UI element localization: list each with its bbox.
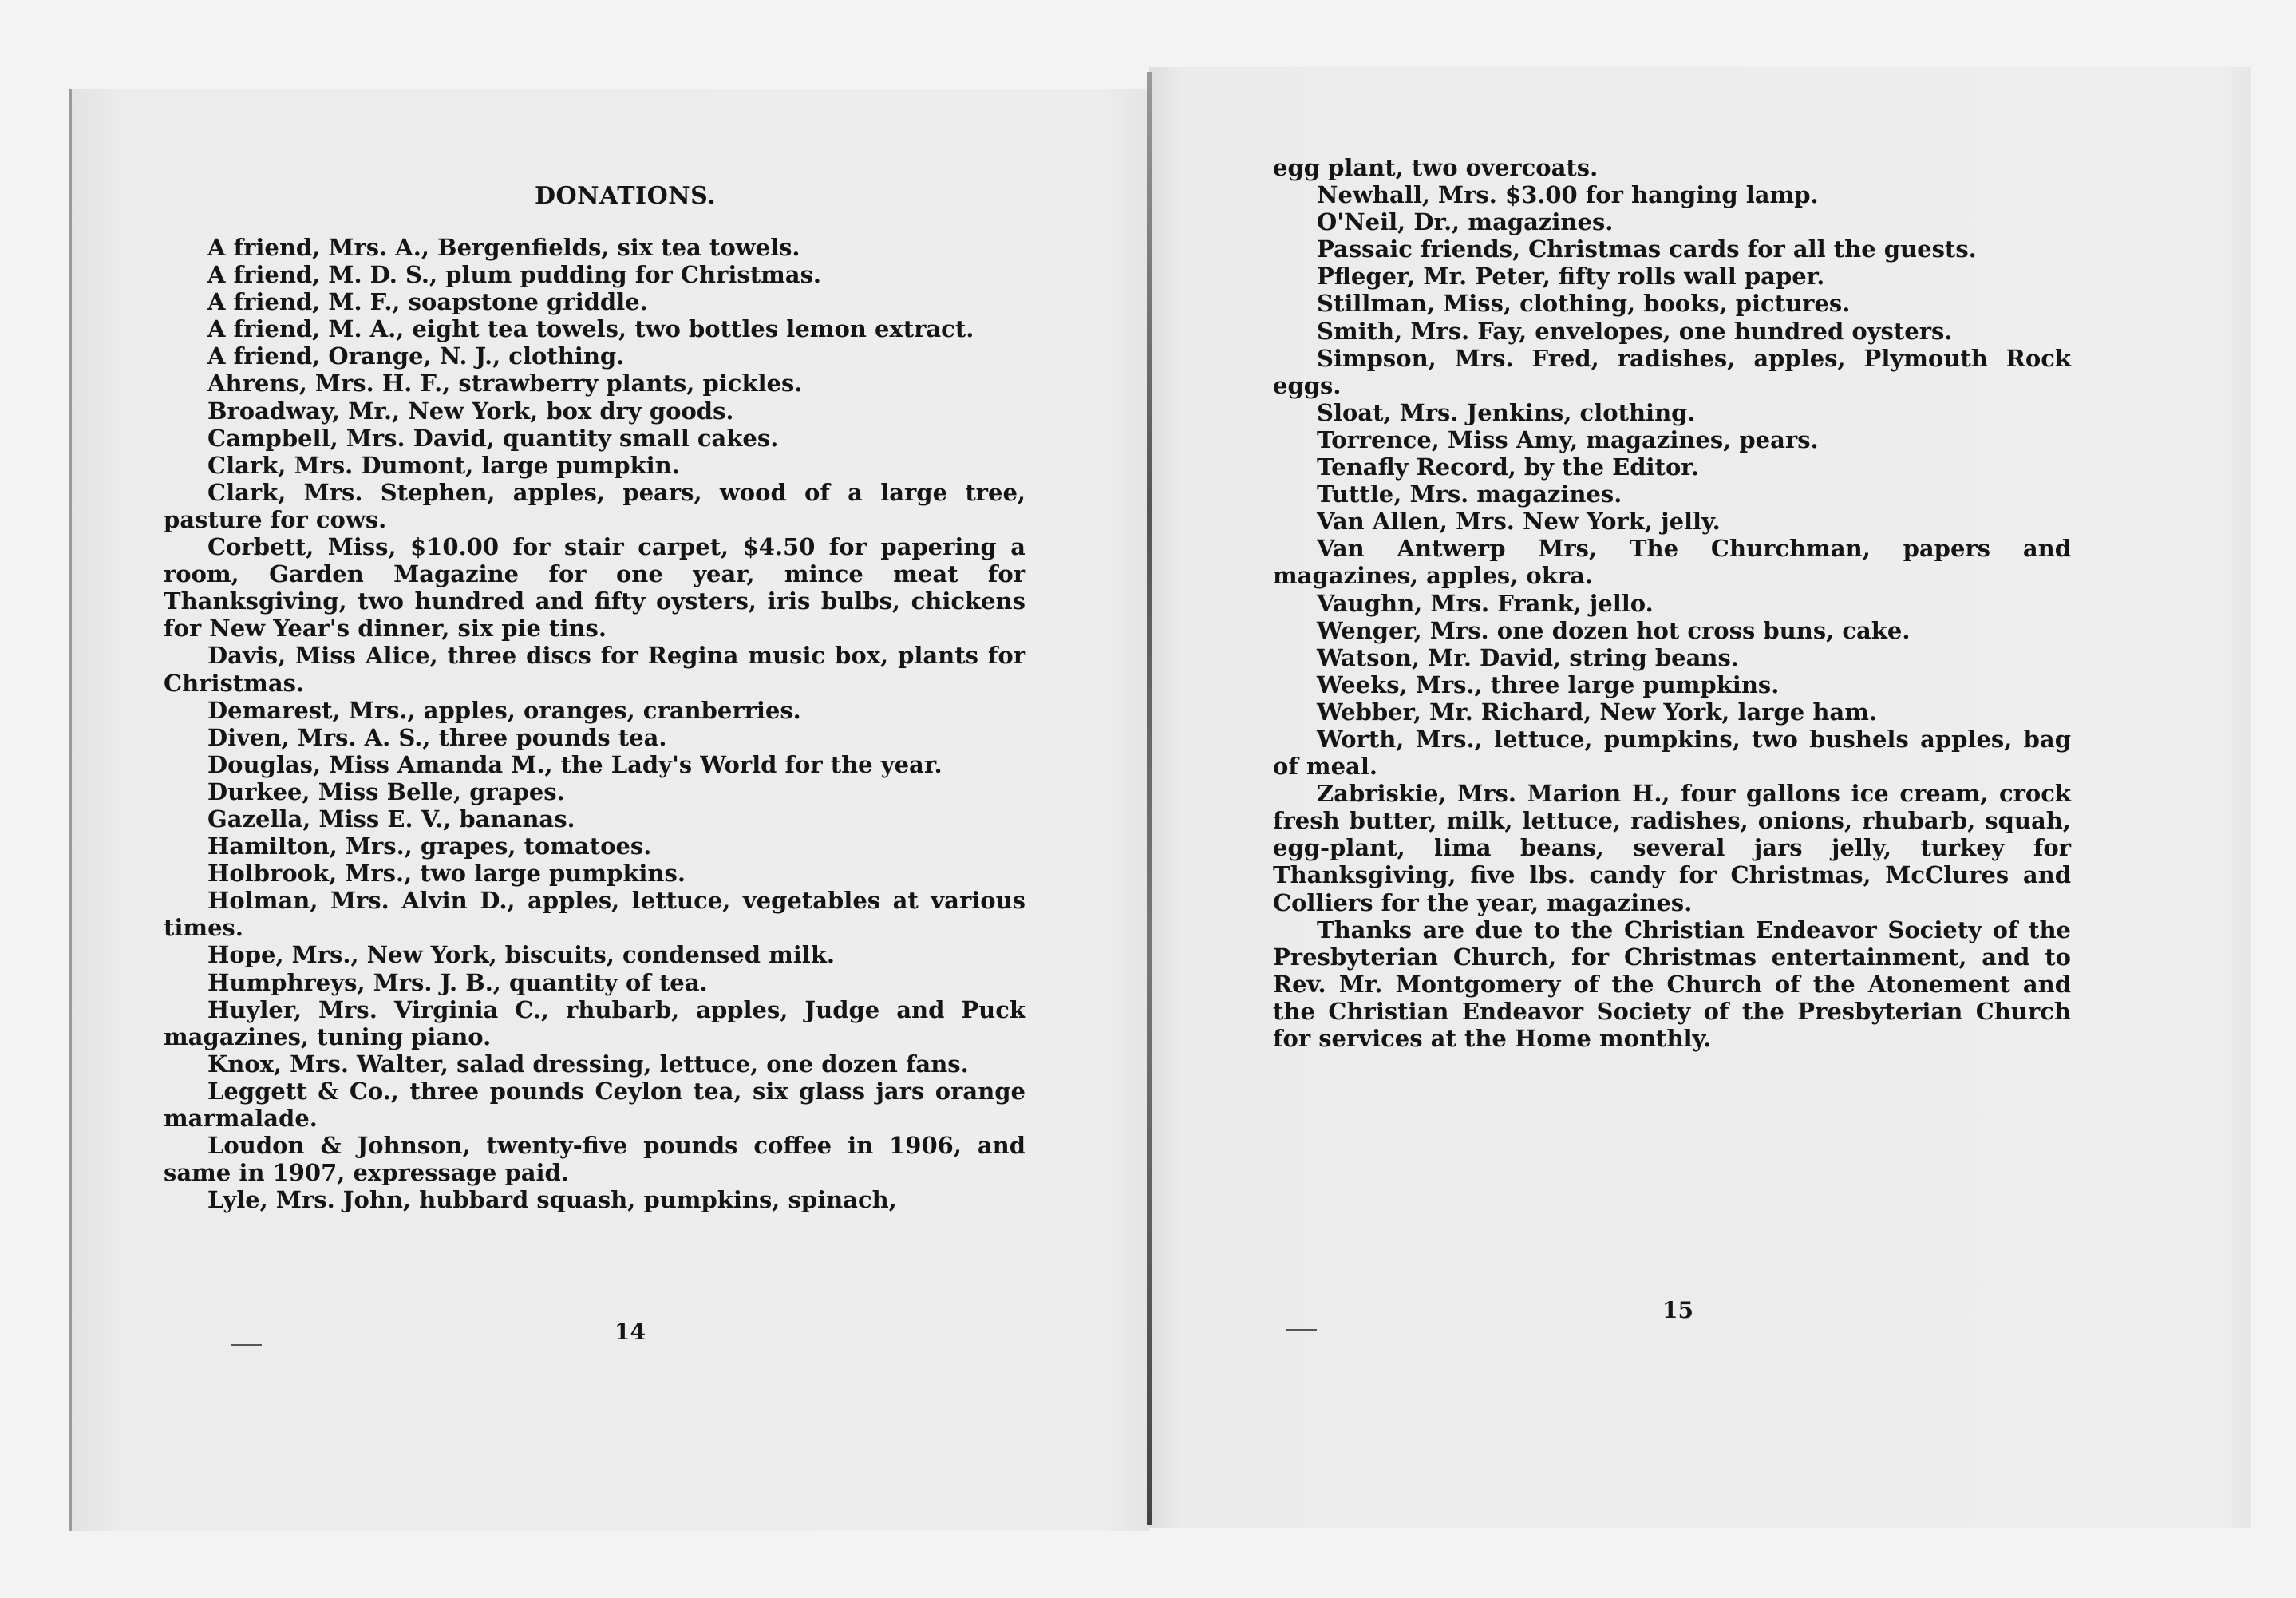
donation-entry: Simpson, Mrs. Fred, radishes, apples, Plymouth Rock eggs. xyxy=(1273,344,2071,399)
donation-entry: Torrence, Miss Amy, magazines, pears. xyxy=(1317,425,1819,453)
donation-entry: Diven, Mrs. A. S., three pounds tea. xyxy=(207,723,667,751)
donation-entry: Watson, Mr. David, string beans. xyxy=(1317,643,1739,671)
donation-entry: Tuttle, Mrs. magazines. xyxy=(1317,481,1622,508)
donation-entry: Webber, Mr. Richard, New York, large ham. xyxy=(1317,698,1878,726)
donation-entry: Hamilton, Mrs., grapes, tomatoes. xyxy=(207,833,652,860)
donation-entry: Ahrens, Mrs. H. F., strawberry plants, pickles. xyxy=(207,370,803,398)
donation-entry: Vaughn, Mrs. Frank, jello. xyxy=(1317,589,1654,617)
donation-entry: Newhall, Mrs. $3.00 for hanging lamp. xyxy=(1317,181,1819,209)
donation-entry: Clark, Mrs. Dumont, large pumpkin. xyxy=(207,451,680,479)
donation-entry: Worth, Mrs., lettuce, pumpkins, two bushels apples, bag of meal. xyxy=(1273,725,2071,781)
donation-entry: Durkee, Miss Belle, grapes. xyxy=(207,777,565,805)
donation-entry: Zabriskie, Mrs. Marion H., four gallons ice cream, crock fresh butter, milk, lettuce, radishes, onions, rhubarb, squah, egg-plant, lima beans, several jars jelly, turkey for Thanksgiving, five lbs. candy for Christmas, McClures and Colliers for the year, magazines. xyxy=(1273,780,2071,916)
donation-entry: Hope, Mrs., New York, biscuits, condensed milk. xyxy=(207,941,836,969)
donation-entry: Van Antwerp Mrs, The Churchman, papers and magazines, apples, okra. xyxy=(1273,535,2071,590)
donation-entry: Demarest, Mrs., apples, oranges, cranberries. xyxy=(207,696,801,724)
donation-entry: Campbell, Mrs. David, quantity small cakes. xyxy=(207,424,779,452)
donation-entry: Knox, Mrs. Walter, salad dressing, lettuce, one dozen fans. xyxy=(207,1050,969,1078)
donations-heading: DONATIONS. xyxy=(535,182,717,210)
donation-entry: O'Neil, Dr., magazines. xyxy=(1317,208,1614,236)
donation-entry: Van Allen, Mrs. New York, jelly. xyxy=(1317,508,1721,536)
donation-entry: Wenger, Mrs. one dozen hot cross buns, cake. xyxy=(1317,616,1911,644)
donation-entry: Holbrook, Mrs., two large pumpkins. xyxy=(207,860,686,888)
margin-mark xyxy=(231,1344,262,1346)
donation-entry: Douglas, Miss Amanda M., the Lady's World for the year. xyxy=(207,750,943,778)
donation-entry: Lyle, Mrs. John, hubbard squash, pumpkins, spinach, xyxy=(207,1186,897,1214)
donation-entry: Stillman, Miss, clothing, books, pictures. xyxy=(1317,290,1851,318)
right-page-text xyxy=(1273,154,2071,1052)
donation-entry: A friend, M. A., eight tea towels, two bottles lemon extract. xyxy=(207,315,974,343)
donation-entry: Loudon & Johnson, twenty-five pounds coffee in 1906, and same in 1907, expressage paid. xyxy=(164,1132,1025,1187)
donation-entry: A friend, Mrs. A., Bergenfields, six tea towels. xyxy=(207,234,800,261)
donation-entry: Tenafly Record, by the Editor. xyxy=(1317,453,1700,481)
donation-entry: Gazella, Miss E. V., bananas. xyxy=(207,805,575,833)
donation-entry: Broadway, Mr., New York, box dry goods. xyxy=(207,397,734,425)
margin-mark xyxy=(1286,1329,1317,1331)
donation-entry: Corbett, Miss, $10.00 for stair carpet, $4.50 for papering a room, Garden Magazine for one year, mince meat for Thanksgiving, two hundred and fifty oysters, iris bulbs, chickens for New Year's dinner, six pie tins. xyxy=(164,533,1025,643)
donation-entry: A friend, M. D. S., plum pudding for Christmas. xyxy=(207,261,821,289)
donation-entry: Thanks are due to the Christian Endeavor Society of the Presbyterian Church, for Christmas entertainment, and to Rev. Mr. Montgomery of the Church of the Atonement and the Christian Endeavor Society of the Presbyterian Church for services at the Home monthly. xyxy=(1273,916,2071,1052)
donation-entry: A friend, M. F., soapstone griddle. xyxy=(207,288,648,316)
left-page-text xyxy=(164,234,1025,1213)
donation-entry: Pfleger, Mr. Peter, fifty rolls wall paper. xyxy=(1317,263,1825,291)
page-number-right: 15 xyxy=(1662,1297,1693,1323)
donation-entry: Sloat, Mrs. Jenkins, clothing. xyxy=(1317,398,1696,426)
donation-entry: Huyler, Mrs. Virginia C., rhubarb, apples, Judge and Puck magazines, tuning piano. xyxy=(164,995,1025,1050)
donation-entry: Weeks, Mrs., three large pumpkins. xyxy=(1317,670,1780,698)
book-gutter xyxy=(1147,72,1152,1525)
donation-entry: egg plant, two overcoats. xyxy=(1273,154,1599,181)
page-number-left: 14 xyxy=(615,1319,646,1345)
donation-entry: Holman, Mrs. Alvin D., apples, lettuce, vegetables at various times. xyxy=(164,887,1025,942)
donation-entry: Davis, Miss Alice, three discs for Regina music box, plants for Christmas. xyxy=(164,642,1025,697)
donation-entry: A friend, Orange, N. J., clothing. xyxy=(207,342,625,370)
donation-entry: Humphreys, Mrs. J. B., quantity of tea. xyxy=(207,968,708,996)
donation-entry: Smith, Mrs. Fay, envelopes, one hundred oysters. xyxy=(1317,317,1953,345)
donation-entry: Leggett & Co., three pounds Ceylon tea, six glass jars orange marmalade. xyxy=(164,1077,1025,1132)
donation-entry: Clark, Mrs. Stephen, apples, pears, wood of a large tree, pasture for cows. xyxy=(164,478,1025,533)
donation-entry: Passaic friends, Christmas cards for all the guests. xyxy=(1317,235,1977,263)
